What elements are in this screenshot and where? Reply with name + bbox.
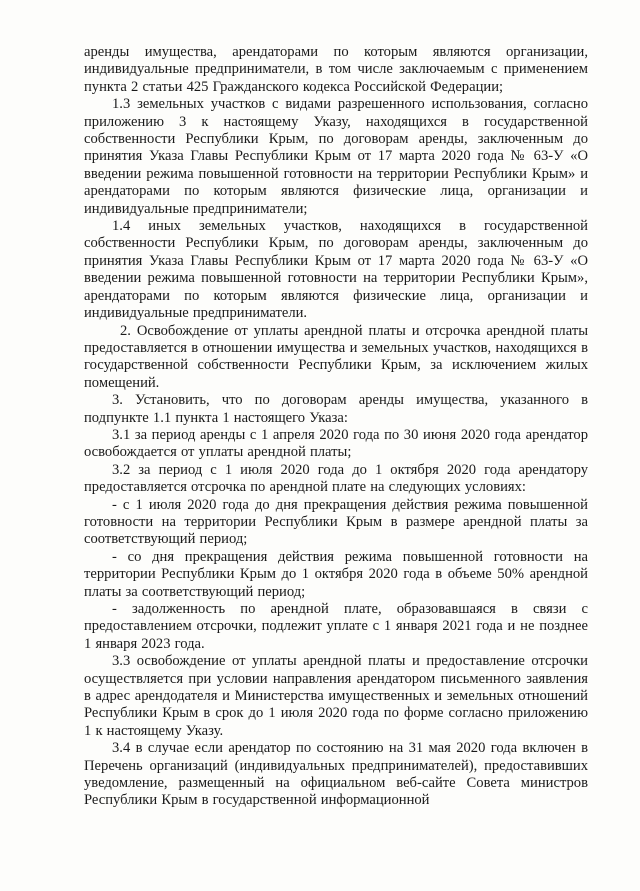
paragraph-3-2-deferral: 3.2 за период с 1 июля 2020 года до 1 октября 2020 года арендатору предоставляется отсрочка по арендной плате на следующих условиях: <box>84 461 588 496</box>
paragraph-lease-property-tail: аренды имущества, арендаторами по которым являются организации, индивидуальные предприниматели, в том числе заключаемым с применением пункта 2 статьи 425 Гражданского кодекса Российской Федерации; <box>84 44 588 95</box>
paragraph-deferral-condition-3: - задолженность по арендной плате, образовавшаяся в связи с предоставлением отсрочки, подлежит уплате с 1 января 2021 года и не позднее 1 января 2023 года. <box>84 601 588 652</box>
paragraph-3-1-period: 3.1 за период аренды с 1 апреля 2020 года по 30 июня 2020 года арендатор освобождается от уплаты арендной платы; <box>84 426 588 461</box>
paragraph-1-4-other-land-plots: 1.4 иных земельных участков, находящихся в государственной собственности Республики Крым, по договорам аренды, заключенным до принятия Указа Главы Республики Крым от 17 марта 2020 года № 63-У «О введении режима повышенной готовности на территории Республики Крым», арендаторами по которым являются физические лица, организации и индивидуальные предприниматели. <box>84 218 588 322</box>
paragraph-3-3-application: 3.3 освобождение от уплаты арендной платы и предоставление отсрочки осуществляется при условии направления арендатором письменного заявления в адрес арендодателя и Министерства имущественных и земельных отношений Республики Крым в срок до 1 июля 2020 года по форме согласно приложению 1 к настоящему Указу. <box>84 653 588 739</box>
paragraph-3-establish: 3. Установить, что по договорам аренды имущества, указанного в подпункте 1.1 пункта 1 настоящего Указа: <box>84 392 588 426</box>
paragraph-deferral-condition-2: - со дня прекращения действия режима повышенной готовности на территории Республики Крым до 1 октября 2020 года в объеме 50% арендной платы за соответствующий период; <box>84 548 588 600</box>
paragraph-1-3-land-plots: 1.3 земельных участков с видами разрешенного использования, согласно приложению 3 к настоящему Указу, находящихся в государственной собственности Республики Крым, по договорам аренды, заключенным до принятия Указа Главы Республики Крым от 17 марта 2020 года № 63-У «О введении режима повышенной готовности на территории Республики Крым» и арендаторами по которым являются физические лица, организации и индивидуальные предприниматели; <box>84 96 588 217</box>
paragraph-deferral-condition-1: - с 1 июля 2020 года до дня прекращения действия режима повышенной готовности на территории Республики Крым в размере арендной платы за соответствующий период; <box>84 496 588 548</box>
paragraph-3-4-registry: 3.4 в случае если арендатор по состоянию на 31 мая 2020 года включен в Перечень организаций (индивидуальных предпринимателей), предоставивших уведомление, размещенный на официальном веб-сайте Совета министров Республики Крым в государственной информационной <box>84 740 588 809</box>
paragraph-2-exemption: 2. Освобождение от уплаты арендной платы и отсрочка арендной платы предоставляется в отношении имущества и земельных участков, находящихся в государственной собственности Республики Крым, за исключением жилых помещений. <box>84 322 588 391</box>
